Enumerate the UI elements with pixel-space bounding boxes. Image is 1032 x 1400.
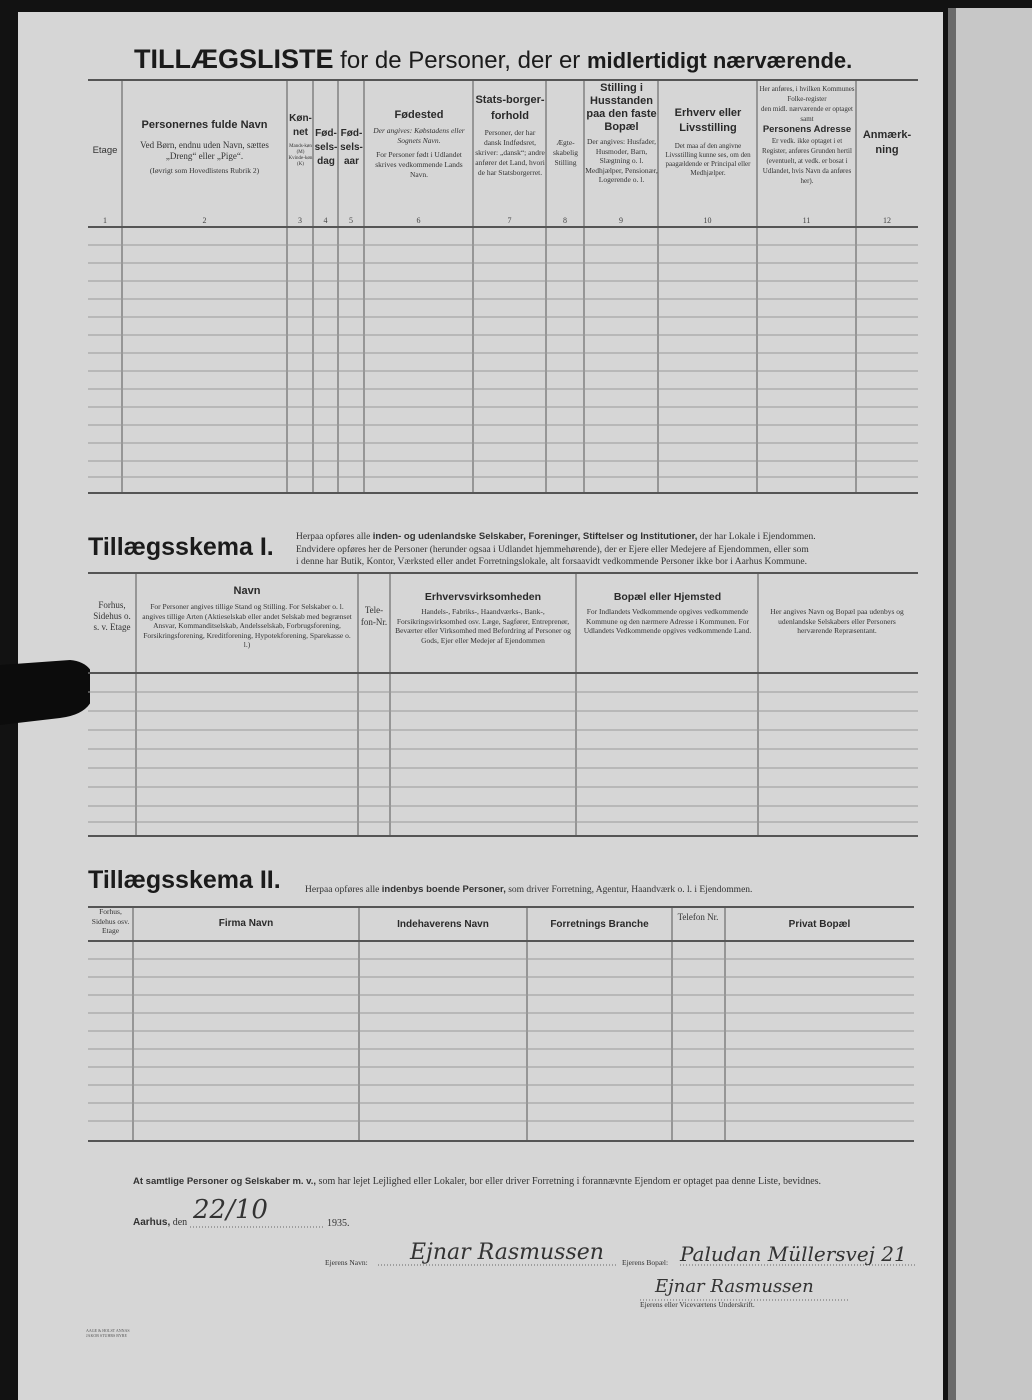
col-header-konnet: Køn-net Mands-køn (M) Kvinde-køn (K) — [288, 113, 313, 167]
schema2-title: Tillægsskema II. — [88, 866, 281, 894]
col-header-erhverv: Erhverv eller Livsstilling Det maa af den angivne Livsstilling kunne ses, om den paagældende er Principal eller Medhjælper. — [665, 107, 751, 177]
schema1-title: Tillægsskema I. — [88, 533, 274, 561]
schema1-header-erhverv: Erhvervsvirksomheden Handels-, Fabriks-, Haandværks-, Bank-, Forsikringsvirksomhed osv. Læge, Sagfører, Entreprenør, Beværter eller Virksomhed med Befordring af Personer og Gods, Ejer eller Medejer af Ejendommen — [395, 591, 571, 645]
col-number: 3 — [298, 216, 302, 225]
signature: Ejnar Rasmussen — [655, 1276, 814, 1297]
col-number: 6 — [416, 216, 421, 225]
attestation-statement: At samtlige Personer og Selskaber m. v., som har lejet Lejlighed eller Lokaler, bor eller driver Forretning i forannævnte Ejendom er optaget paa denne Liste, bevidnes. — [133, 1176, 822, 1187]
schema2-header-telefon: Telefon Nr. — [677, 912, 719, 922]
schema2-header-etage: Forhus, Sidehus osv. Etage — [91, 907, 130, 935]
col-number: 12 — [883, 216, 891, 225]
owner-name-value: Ejnar Rasmussen — [410, 1240, 604, 1265]
schema2-header-indehaver: Indehaverens Navn — [397, 919, 489, 930]
col-number: 4 — [323, 216, 328, 225]
col-header-aegteskabelig: Ægte-skabelig Stilling — [553, 138, 578, 167]
date-handwritten: 22/10 — [193, 1195, 268, 1225]
col-number: 9 — [619, 216, 623, 225]
col-header-statsborger: Stats-borger-forhold Personer, der har dansk Indfødsret, skriver: „dansk“; andre anfører det Land, hvori de har Statsborgerret. — [475, 94, 545, 177]
schema1-header-bopael: Bopæl eller Hjemsted For Indlandets Vedkommende opgives vedkommende Kommune og den nærmere Adresse i Kommunen. For Udlandets Vedkommende opgives vedkommende Land. — [583, 591, 752, 635]
col-number: 1 — [103, 216, 107, 225]
schema1-header-telefon: Tele-fon-Nr. — [360, 605, 388, 627]
schema1-header-navn: Navn For Personer angives tillige Stand og Stilling. For Selskaber o. l. angives tillige Arten (Aktieselskab eller andet Selskab med begrænset Ansvar, Kommanditselskab, Andelsselskab, Forbrugsforening, Forsikringsforening, Kreditforening, Hypotekforening, Sparekasse o. l.) — [142, 585, 352, 649]
col-number: 5 — [349, 216, 353, 225]
schema1-intro: Herpaa opføres alle inden- og udenlandske Selskaber, Foreninger, Stiftelser og Institutioner, der har Lokale i Ejendommen. Endvidere opføres her de Personer (herunder ogsaa i Udlandet hjemmehørende), der er Ejere eller Medejere af Ejendommen, eller som i denne har Butik, Kontor, Værksted eller andet Forretningslokale, alt forsaavidt vedkommende Personer ikke bor i Aarhus Kommune. — [296, 531, 816, 567]
owner-address-label: Ejerens Bopæl: — [622, 1258, 669, 1267]
schema2-intro: Herpaa opføres alle indenbys boende Personer, som driver Forretning, Agentur, Haandværk o. l. i Ejendommen. — [305, 884, 753, 895]
col-header-navn: Personernes fulde Navn Ved Børn, endnu uden Navn, sættes „Dreng“ eller „Pige“. (Iøvrigt som Hovedlistens Rubrik 2) — [140, 119, 269, 175]
printer-imprint: AAGE & HOLST ANNAS JAKOB STUHRS BYRE — [86, 1328, 130, 1338]
schema1-header-etage: Forhus, Sidehus o. s. v. Etage — [93, 600, 131, 632]
schema2-header-branche: Forretnings Branche — [550, 919, 649, 930]
col-header-fodested: Fødested Der angives: Købstadens eller Sognets Navn. For Personer født i Udlandet skrives vedkommende Lands Navn. — [373, 109, 465, 179]
owner-address-value: Paludan Müllersvej 21 — [680, 1242, 907, 1266]
col-number: 8 — [563, 216, 567, 225]
page-title: TILLÆGSLISTE for de Personer, der er midlertidigt nærværende. — [134, 44, 853, 74]
col-number: 10 — [703, 216, 712, 225]
schema1-header-repraesentant: Her angives Navn og Bopæl paa udenbys og udenlandske Selskabers eller Personers herværende Repræsentant. — [770, 607, 904, 635]
year-label: 1935. — [327, 1218, 350, 1229]
schema2-header-privat: Privat Bopæl — [788, 919, 851, 930]
col-header-fodselsdag: Fød-sels-dag — [314, 128, 338, 167]
schema2-header-firma: Firma Navn — [218, 918, 274, 929]
col-header-etage: Etage — [92, 145, 118, 156]
col-header-folkeregister: Her anføres, i hvilken Kommunes Folke-register den midl. nærværende er optaget samt Personens Adresse Er vedk. ikke optaget i et Register, anføres Grunden hertil (eventuelt, at vedk. er bosat i Udlandet, hvis Navn da anføres her). — [759, 85, 855, 185]
col-header-fodselsaar: Fød-sels-aar — [340, 128, 363, 167]
col-header-anmaerkning: Anmærk-ning — [862, 129, 912, 156]
place-label: Aarhus, den — [133, 1217, 188, 1228]
signature-label: Ejerens eller Viceværtens Underskrift. — [640, 1300, 755, 1309]
col-number: 11 — [802, 216, 811, 225]
col-header-stilling: Stilling i Husstanden paa den faste Bopæl Der angives: Husfader, Husmoder, Barn, Slægtning o. l. Medhjælper, Pensionær, Logerende o. l. — [585, 82, 658, 184]
col-number: 7 — [507, 216, 512, 225]
owner-name-label: Ejerens Navn: — [325, 1258, 368, 1267]
col-number: 2 — [202, 216, 207, 225]
